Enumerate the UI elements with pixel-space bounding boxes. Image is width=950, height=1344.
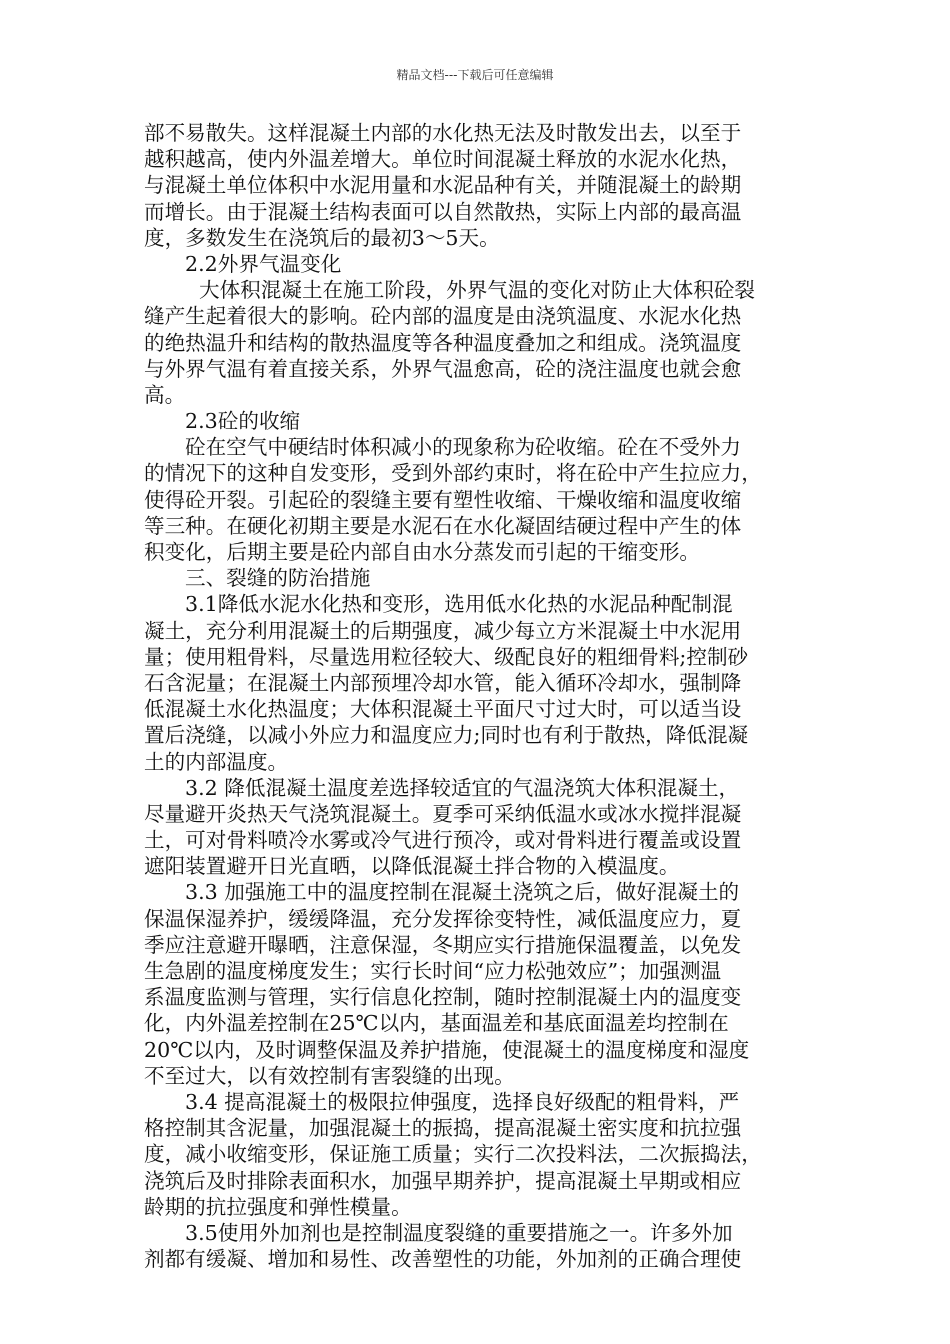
text-line: 的绝热温升和结构的散热温度等各种温度叠加之和组成。浇筑温度 xyxy=(144,330,742,355)
document-body xyxy=(144,120,804,1272)
text-line: 越积越高，使内外温差增大。单位时间混凝土释放的水泥水化热， xyxy=(144,147,742,172)
text-line: 浇筑后及时排除表面积水，加强早期养护，提高混凝土早期或相应 xyxy=(144,1168,742,1193)
text-line: 砼在空气中硬结时体积减小的现象称为砼收缩。砼在不受外力 xyxy=(185,435,742,460)
text-line: 量；使用粗骨料，尽量选用粒径较大、级配良好的粗细骨料;控制砂 xyxy=(144,644,749,669)
text-line: 3.2 降低混凝土温度差选择较适宜的气温浇筑大体积混凝土， xyxy=(185,775,740,800)
text-line: 置后浇缝，以减小外应力和温度应力;同时也有利于散热，降低混凝 xyxy=(144,723,749,748)
text-line: 不至过大，以有效控制有害裂缝的出现。 xyxy=(144,1063,515,1088)
text-line: 部不易散失。这样混凝土内部的水化热无法及时散发出去，以至于 xyxy=(144,121,742,145)
text-line: 度，减小收缩变形，保证施工质量；实行二次投料法，二次振捣法， xyxy=(144,1142,762,1167)
text-line: 土，可对骨料喷冷水雾或冷气进行预冷，或对骨料进行覆盖或设置 xyxy=(144,828,742,853)
text-line: 系温度监测与管理，实行信息化控制，随时控制混凝土内的温度变 xyxy=(144,985,742,1010)
text-line: 尽量避开炎热天气浇筑混凝土。夏季可采纳低温水或冰水搅拌混凝 xyxy=(144,801,742,826)
text-line: 等三种。在硬化初期主要是水泥石在水化凝固结硬过程中产生的体 xyxy=(144,513,742,538)
text-line: 而增长。由于混凝土结构表面可以自然散热，实际上内部的最高温 xyxy=(144,199,742,224)
text-line: 龄期的抗拉强度和弹性模量。 xyxy=(144,1194,412,1219)
text-line: 使得砼开裂。引起砼的裂缝主要有塑性收缩、干燥收缩和温度收缩 xyxy=(144,487,742,512)
text-line: 3.5使用外加剂也是控制温度裂缝的重要措施之一。许多外加 xyxy=(185,1220,733,1245)
text-line: 大体积混凝土在施工阶段，外界气温的变化对防止大体积砼裂 xyxy=(199,278,756,303)
text-line: 2.3砼的收缩 xyxy=(185,409,301,434)
text-line: 的情况下的这种自发变形，受到外部约束时，将在砼中产生拉应力， xyxy=(144,461,762,486)
text-line: 凝土，充分利用混凝土的后期强度，减少每立方米混凝土中水泥用 xyxy=(144,618,742,643)
text-line: 剂都有缓凝、增加和易性、改善塑性的功能，外加剂的正确合理使 xyxy=(144,1247,742,1272)
text-line: 格控制其含泥量，加强混凝土的振捣，提高混凝土密实度和抗拉强 xyxy=(144,1116,742,1141)
text-line: 与混凝土单位体积中水泥用量和水泥品种有关，并随混凝土的龄期 xyxy=(144,173,742,198)
text-line: 生急剧的温度梯度发生；实行长时间“应力松弛效应”；加强测温 xyxy=(144,959,722,983)
text-line: 3.4 提高混凝土的极限拉伸强度，选择良好级配的粗骨料，严 xyxy=(185,1089,740,1114)
text-line: 高。 xyxy=(144,382,186,407)
page-header: 精品文档---下载后可任意编辑 xyxy=(396,68,554,82)
text-line: 缝产生起着很大的影响。砼内部的温度是由浇筑温度、水泥水化热 xyxy=(144,304,742,329)
text-line: 积变化，后期主要是砼内部自由水分蒸发而引起的干缩变形。 xyxy=(144,540,701,564)
text-line: 3.1降低水泥水化热和变形，选用低水化热的水泥品种配制混 xyxy=(185,592,733,617)
text-line: 石含泥量；在混凝土内部预埋冷却水管，能入循环冷却水，强制降 xyxy=(144,670,742,695)
text-line: 度，多数发生在浇筑后的最初3～5天。 xyxy=(144,225,500,250)
text-line: 季应注意避开曝晒，注意保湿，冬期应实行措施保温覆盖，以免发 xyxy=(144,932,742,957)
text-line: 土的内部温度。 xyxy=(144,749,289,774)
text-line: 化，内外温差控制在25℃以内，基面温差和基底面温差均控制在 xyxy=(144,1011,729,1036)
text-line: 20℃以内，及时调整保温及养护措施，使混凝土的温度梯度和湿度 xyxy=(144,1037,750,1062)
text-line: 保温保湿养护，缓缓降温，充分发挥徐变特性，减低温度应力，夏 xyxy=(144,906,742,931)
text-line: 3.3 加强施工中的温度控制在混凝土浇筑之后，做好混凝土的 xyxy=(185,880,740,905)
text-line: 三、裂缝的防治措施 xyxy=(185,566,371,591)
text-line: 与外界气温有着直接关系，外界气温愈高，砼的浇注温度也就会愈 xyxy=(144,356,742,381)
text-line: 遮阳装置避开日光直晒，以降低混凝土拌合物的入模温度。 xyxy=(144,854,680,879)
text-line: 低混凝土水化热温度；大体积混凝土平面尺寸过大时，可以适当设 xyxy=(144,697,742,722)
text-line: 2.2外界气温变化 xyxy=(185,251,342,276)
